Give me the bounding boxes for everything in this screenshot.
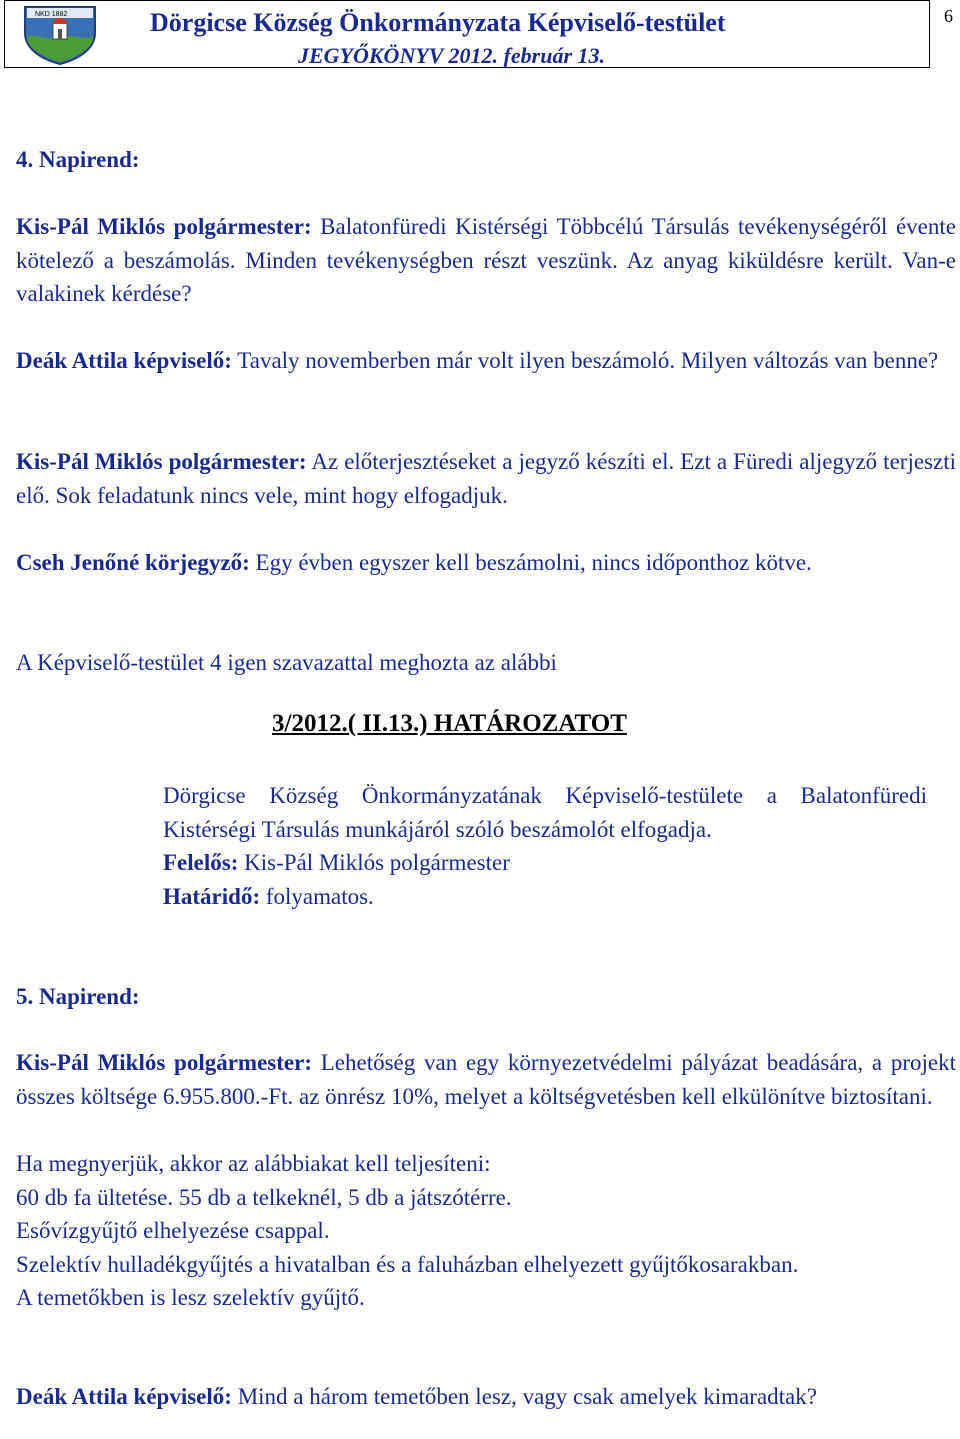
resolution-body — [163, 779, 927, 913]
agenda-4-paragraph-1 — [16, 210, 956, 311]
speaker-label: Cseh Jenőné körjegyző: — [16, 550, 250, 575]
crest-lettering: NKD 1882 — [35, 11, 68, 18]
speaker-label: Kis-Pál Miklós polgármester: — [16, 1050, 312, 1075]
speech-text: Lehetőség van egy környezetvédelmi pályázat beadására, a projekt összes költsége 6.955.800.-Ft. az önrész 10%, melyet a költségvetésben kell elkülönítve biztosítani. — [16, 1050, 957, 1109]
resolution-title: 3/2012.( II.13.) HATÁROZATOT — [272, 710, 627, 737]
village-crest-icon — [17, 3, 103, 65]
agenda-4-heading: 4. Napirend: — [16, 147, 140, 172]
requirement-line: Ha megnyerjük, akkor az alábbiakat kell teljesíteni: — [16, 1151, 491, 1176]
requirement-line: Szelektív hulladékgyűjtés a hivatalban és a faluházban elhelyezett gyűjtőkosarakban. — [16, 1251, 799, 1277]
agenda-5-paragraph-1 — [16, 1046, 956, 1113]
header-subtitle: JEGYŐKÖNYV 2012. február 13. — [298, 43, 606, 68]
responsible-value: Kis-Pál Miklós polgármester — [244, 850, 510, 875]
responsible-label: Felelős: — [163, 850, 239, 875]
speech-text: Mind a három temetőben lesz, vagy csak amelyek kimaradtak? — [237, 1384, 817, 1409]
agenda-5-heading: 5. Napirend: — [16, 984, 140, 1009]
deadline-value: folyamatos. — [265, 883, 374, 909]
requirement-line: 60 db fa ültetése. 55 db a telkeknél, 5 db a játszótérre. — [16, 1184, 512, 1210]
speaker-label: Kis-Pál Miklós polgármester: — [16, 214, 312, 239]
resolution-text: Dörgicse Község Önkormányzatának Képviselő-testülete a Balatonfüredi Kistérségi Társulás munkájáról szóló beszámolót elfogadja. — [163, 783, 927, 842]
agenda-5-paragraph-2 — [16, 1380, 956, 1414]
speaker-label: Deák Attila képviselő: — [16, 1384, 232, 1409]
agenda-5-list — [16, 1147, 956, 1315]
speaker-label: Kis-Pál Miklós polgármester: — [16, 449, 307, 474]
speech-text: Egy évben egyszer kell beszámolni, nincs időponthoz kötve. — [255, 550, 812, 575]
agenda-4-paragraph-3 — [16, 445, 956, 512]
header-title: Dörgicse Község Önkormányzata Képviselő-testület — [150, 8, 726, 37]
agenda-4-paragraph-2 — [16, 344, 956, 378]
deadline-label: Határidő: — [163, 883, 261, 909]
requirement-line: A temetőkben is lesz szelektív gyűjtő. — [16, 1285, 365, 1310]
speaker-label: Deák Attila képviselő: — [16, 348, 232, 373]
speech-text: Az előterjesztéseket a jegyző készíti el. Ezt a Füredi aljegyző terjeszti elő. Sok feladatunk nincs vele, mint hogy elfogadjuk. — [16, 449, 956, 508]
vote-statement: A Képviselő-testület 4 igen szavazattal meghozta az alábbi — [16, 650, 557, 675]
requirement-line: Esővízgyűjtő elhelyezése csappal. — [16, 1218, 330, 1243]
speech-text: Balatonfüredi Kistérségi Többcélú Társulás tevékenységéről évente kötelező a beszámolás. Minden tevékenységben részt veszünk. Az anyag kiküldésre került. Van-e valakinek kérdése? — [16, 214, 956, 306]
speech-text: Tavaly novemberben már volt ilyen beszámoló. Milyen változás van benne? — [237, 348, 939, 373]
page-header — [4, 0, 930, 68]
responsible-line — [163, 846, 927, 880]
page-number: 6 — [944, 6, 953, 26]
deadline-line — [163, 880, 927, 914]
agenda-4-paragraph-4 — [16, 546, 956, 580]
